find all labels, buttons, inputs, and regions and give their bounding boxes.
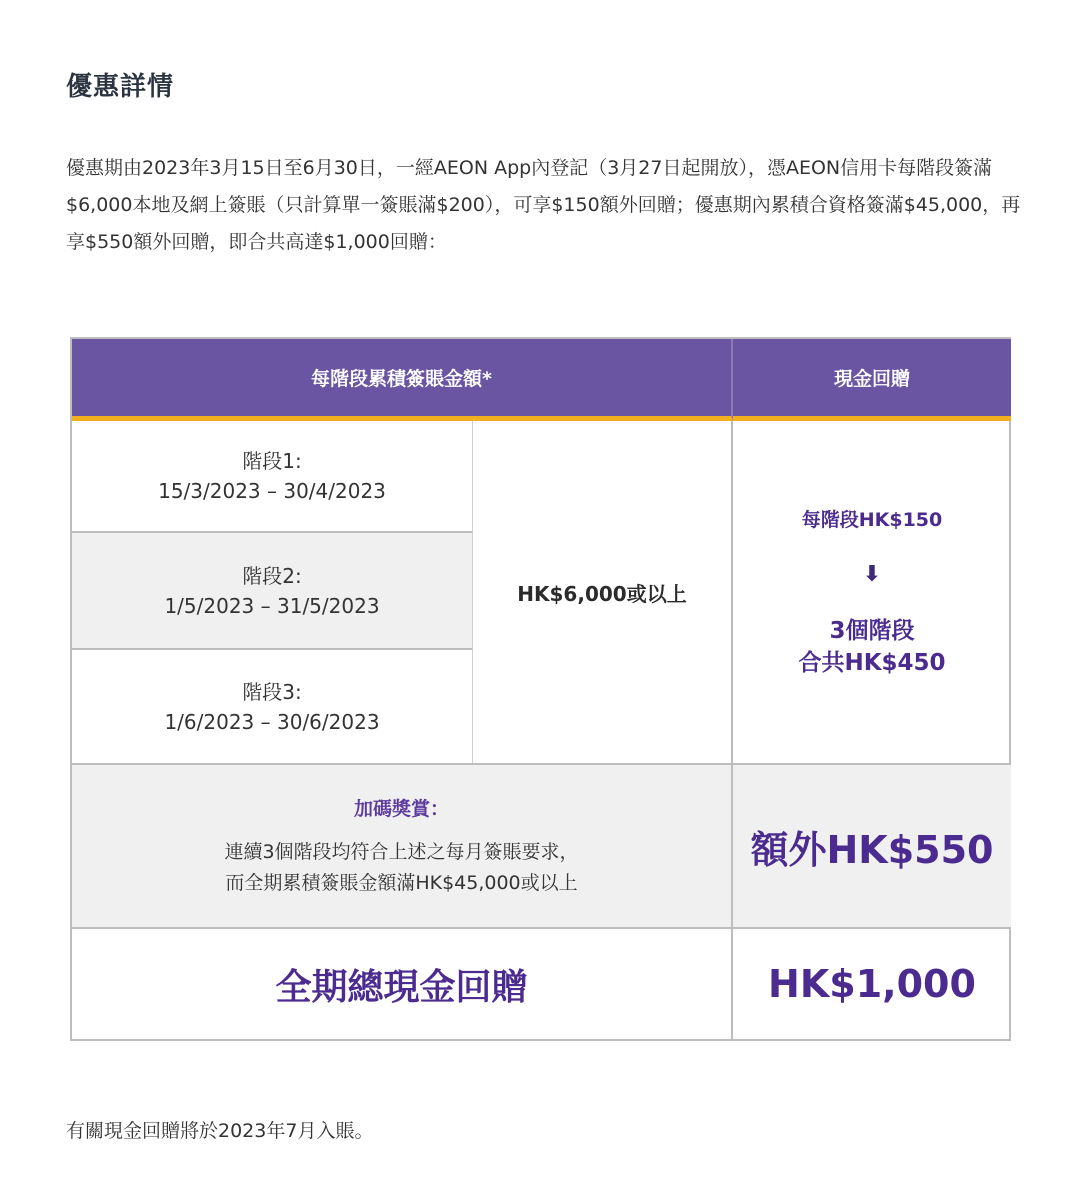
reward-three-stages-line2: 合共HK$450 — [798, 650, 946, 676]
stage-reward-cell — [733, 421, 1011, 763]
stage-2-label: 階段2: — [242, 563, 302, 588]
bonus-desc-line1: 連續3個階段均符合上述之每月簽賬要求， — [224, 840, 579, 863]
stage-3-label: 階段3: — [242, 679, 302, 704]
promo-reward-table — [70, 337, 1011, 1041]
stage-2-period: 1/5/2023 – 31/5/2023 — [164, 593, 380, 618]
stage-1-period: 15/3/2023 – 30/4/2023 — [158, 479, 386, 503]
bonus-desc-line2: 而全期累積簽賬金額滿HK$45,000或以上 — [225, 871, 578, 894]
stage-1-cell — [72, 421, 473, 533]
bonus-title: 加碼獎賞： — [353, 797, 449, 820]
total-rebate-amount: HK$1,000 — [768, 962, 976, 1006]
stage-1-label: 階段1: — [242, 449, 302, 473]
reward-three-stages-line1: 3個階段 — [829, 618, 915, 644]
bonus-reward-amount: 額外HK$550 — [733, 763, 1011, 929]
stage-3-period: 1/6/2023 – 30/6/2023 — [164, 709, 380, 734]
spend-threshold-cell: HK$6,000或以上 — [473, 421, 733, 763]
header-spend-amount: 每階段累積簽賬金額* — [72, 339, 733, 421]
reward-per-stage: 每階段HK$150 — [801, 509, 943, 531]
stage-2-cell — [72, 533, 473, 650]
intro-text: 優惠期由2023年3月15日至6月30日，一經AEON App內登記（3月27日起開放），憑AEON信用卡每階段簽滿$6,000本地及網上簽賬（只計算單一簽賬滿$200），可享$150額外回贈；優惠期內累積合資格簽滿$45,000，再享$550額外回贈，即合共高達$1,000回贈： — [66, 157, 1021, 253]
header-cash-rebate: 現金回贈 — [733, 339, 1011, 421]
stage-3-cell — [72, 650, 473, 763]
page-title: 優惠詳情 — [66, 72, 175, 102]
total-rebate-label: 全期總現金回贈 — [72, 929, 733, 1039]
footnote: 有關現金回贈將於2023年7月入賬。 — [66, 1120, 374, 1142]
promo-intro-paragraph — [66, 150, 1021, 261]
bonus-reward-description-cell — [72, 763, 733, 929]
down-arrow-icon: ⬇ — [862, 562, 882, 587]
